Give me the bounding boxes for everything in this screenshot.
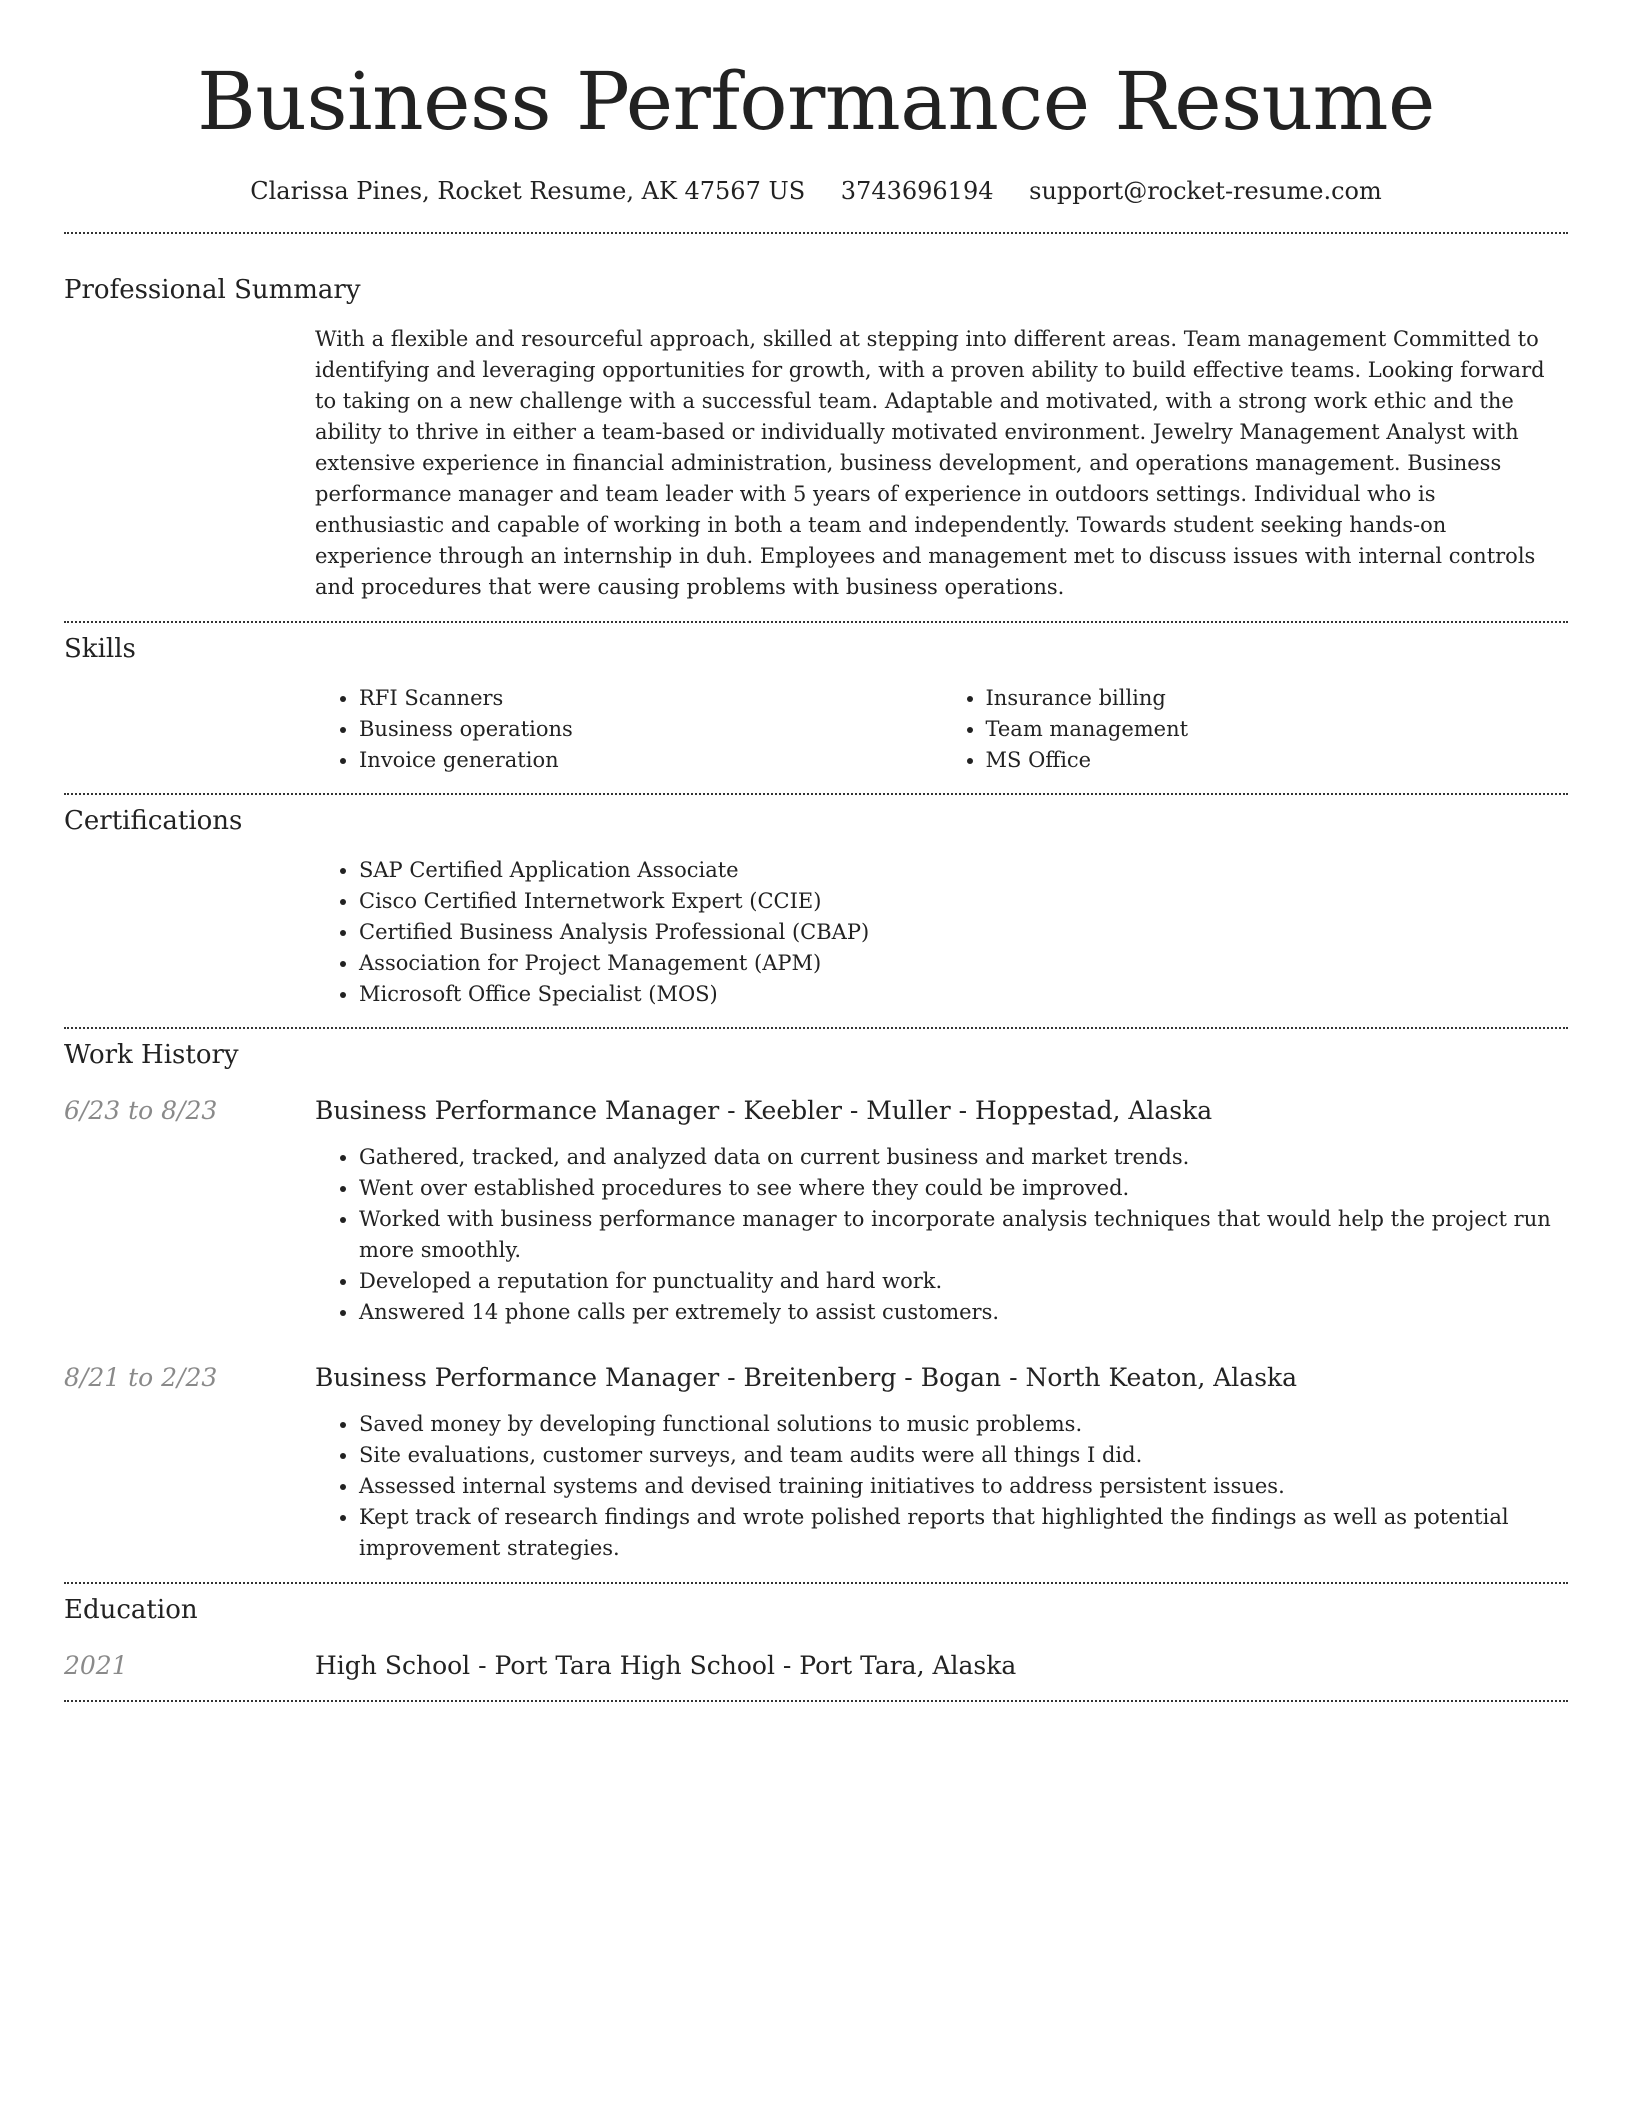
job-duty-item: • Answered 14 phone calls per extremely to assist customers.	[359, 1297, 1568, 1328]
divider	[64, 621, 1568, 623]
skills-list	[315, 683, 1568, 776]
education-school: High School - Port Tara High School - Port Tara, Alaska	[315, 1651, 1017, 1680]
divider	[64, 1700, 1568, 1702]
contact-address: Clarissa Pines, Rocket Resume, AK 47567 US	[250, 177, 806, 205]
summary-heading: Professional Summary	[64, 275, 361, 305]
job-duty-item: • Assessed internal systems and devised training initiatives to address persistent issues.	[359, 1471, 1568, 1502]
job-entry	[64, 1361, 1568, 1395]
job-bullets	[315, 1409, 1568, 1564]
certification-item: • Association for Project Management (APM)	[359, 948, 1568, 979]
job-duty-item: • Saved money by developing functional solutions to music problems.	[359, 1409, 1568, 1440]
skill-item: • Team management	[986, 714, 1569, 745]
divider	[64, 793, 1568, 795]
certification-item: • SAP Certified Application Associate	[359, 855, 1568, 886]
resume-title: Business Performance Resume	[197, 55, 1435, 148]
skill-item: • RFI Scanners	[359, 683, 942, 714]
divider	[64, 1582, 1568, 1584]
education-heading: Education	[64, 1595, 198, 1625]
certifications-list	[315, 855, 1568, 1010]
job-bullets	[315, 1142, 1568, 1328]
skills-column-left	[315, 683, 942, 776]
divider	[64, 232, 1568, 234]
job-title: Business Performance Manager - Keebler - Muller - Hoppestad, Alaska	[315, 1096, 1213, 1125]
job-duty-item: • Kept track of research findings and wrote polished reports that highlighted the findings as well as potential improvement strategies.	[359, 1502, 1568, 1564]
skills-heading: Skills	[64, 634, 136, 664]
certification-bullets	[315, 855, 1568, 1010]
job-duties	[315, 1409, 1568, 1564]
certifications-heading: Certifications	[64, 806, 243, 836]
job-duty-item: • Worked with business performance manager to incorporate analysis techniques that would help the project run more smoothly.	[359, 1204, 1568, 1266]
skills-column-right	[942, 683, 1569, 776]
education-year: 2021	[64, 1651, 128, 1680]
job-duty-item: • Gathered, tracked, and analyzed data on current business and market trends.	[359, 1142, 1568, 1173]
job-duties	[315, 1142, 1568, 1328]
summary-text: With a flexible and resourceful approach, skilled at stepping into different areas. Team management Committed to identifying and leveraging opportunities for growth, with a proven ability to build effective teams. Looking forward to taking on a new challenge with a successful team. Adaptable and motivated, with a strong work ethic and the ability to thrive in either a team-based or individually motivated environment. Jewelry Management Analyst with extensive experience in financial administration, business development, and operations management. Business performance manager and team leader with 5 years of experience in outdoors settings. Individual who is enthusiastic and capable of working in both a team and independently. Towards student seeking hands-on experience through an internship in duh. Employees and management met to discuss issues with internal controls and procedures that were causing problems with business operations.	[315, 327, 1545, 599]
job-duty-item: • Site evaluations, customer surveys, and team audits were all things I did.	[359, 1440, 1568, 1471]
contact-line	[64, 175, 1568, 207]
job-dates: 6/23 to 8/23	[64, 1096, 218, 1125]
skill-item: • Insurance billing	[986, 683, 1569, 714]
job-duty-item: • Developed a reputation for punctuality and hard work.	[359, 1266, 1568, 1297]
certification-item: • Cisco Certified Internetwork Expert (CCIE)	[359, 886, 1568, 917]
certification-item: • Certified Business Analysis Professional (CBAP)	[359, 917, 1568, 948]
skill-item: • Business operations	[359, 714, 942, 745]
resume-page	[64, 0, 1568, 1702]
skill-item: • Invoice generation	[359, 745, 942, 776]
job-dates: 8/21 to 2/23	[64, 1363, 218, 1392]
certification-item: • Microsoft Office Specialist (MOS)	[359, 979, 1568, 1010]
job-title: Business Performance Manager - Breitenberg - Bogan - North Keaton, Alaska	[315, 1363, 1298, 1392]
contact-phone: 3743696194	[840, 177, 994, 205]
education-entry	[64, 1649, 1568, 1683]
divider	[64, 1027, 1568, 1029]
contact-email: support@rocket-resume.com	[1029, 177, 1382, 205]
job-entry	[64, 1094, 1568, 1128]
work-history-heading: Work History	[64, 1040, 239, 1070]
job-duty-item: • Went over established procedures to see where they could be improved.	[359, 1173, 1568, 1204]
skill-item: • MS Office	[986, 745, 1569, 776]
